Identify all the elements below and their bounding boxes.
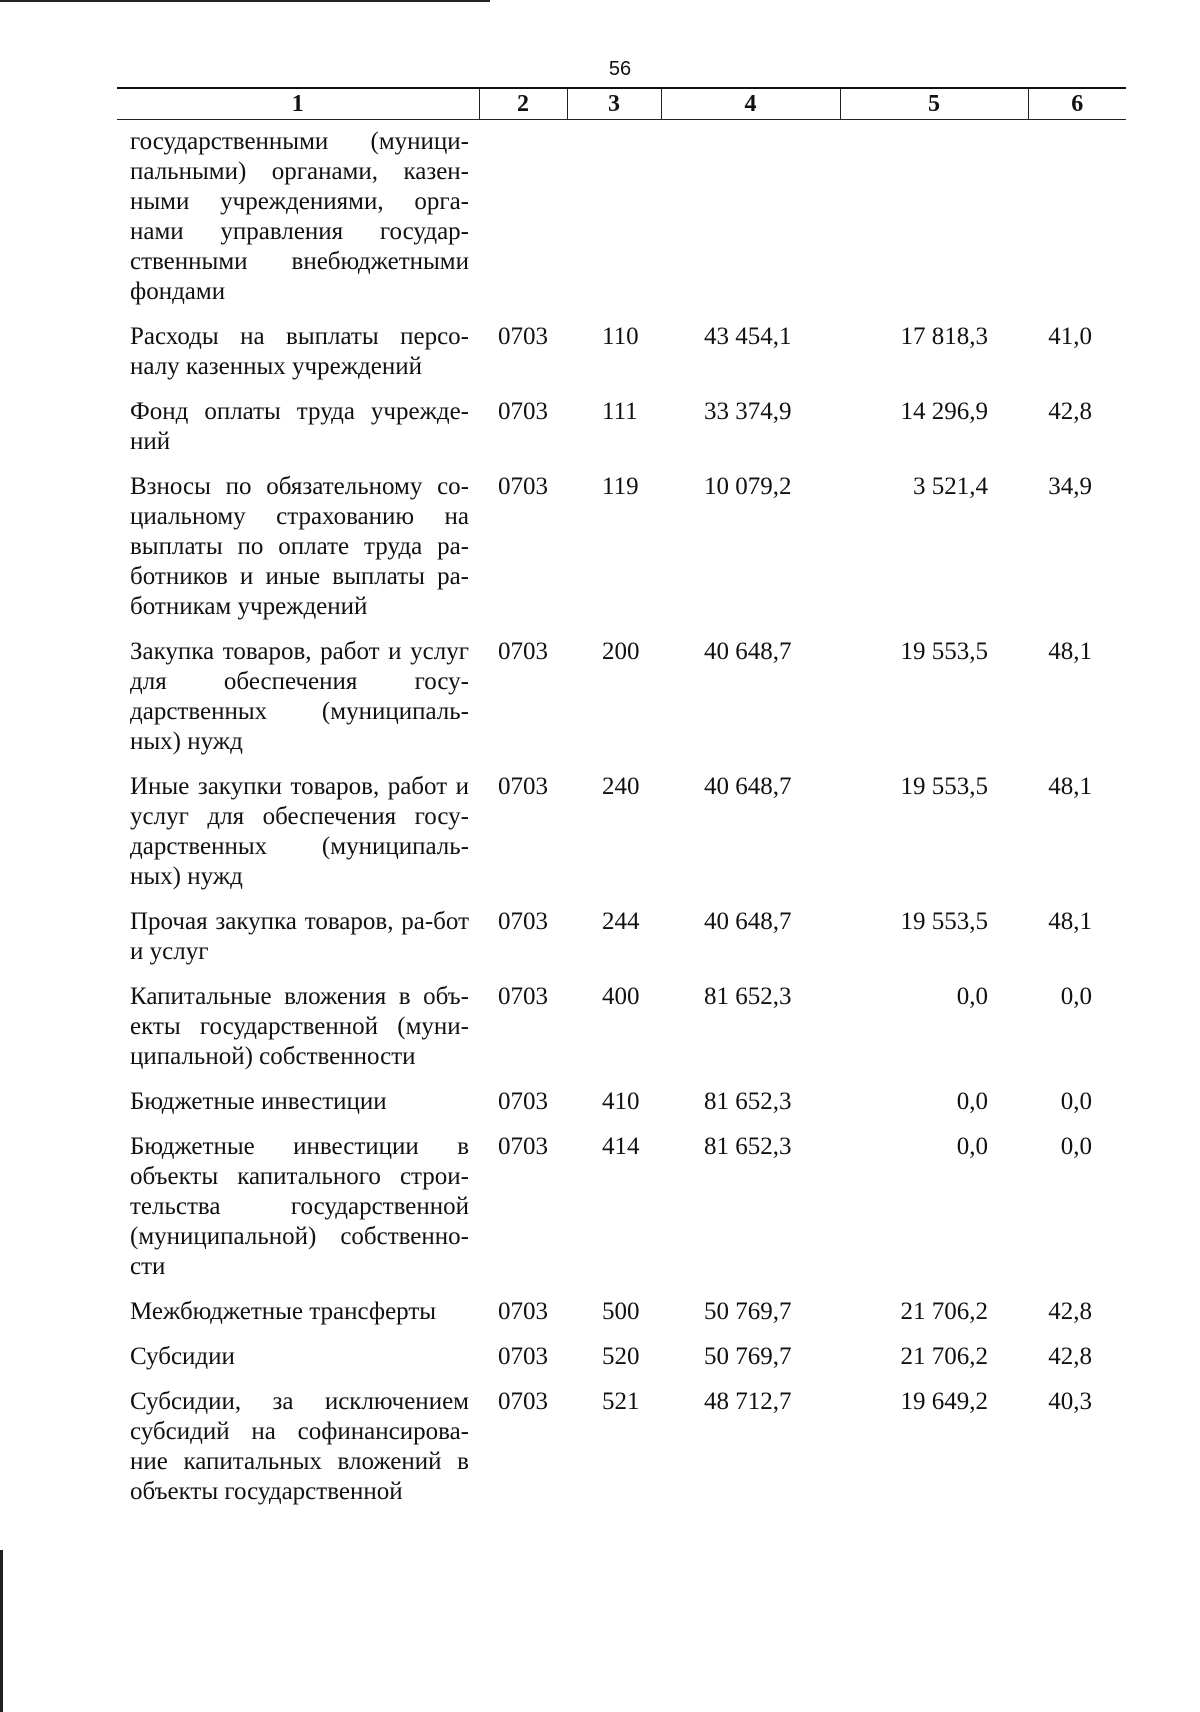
table-row [117, 637, 1126, 772]
execution-percent: 40,3 [1048, 1388, 1092, 1415]
section-code: 0703 [498, 323, 548, 350]
expense-type-code: 111 [602, 398, 638, 425]
table-row [117, 907, 1126, 982]
budget-table [117, 87, 1126, 1522]
table-row [117, 397, 1126, 472]
section-code: 0703 [498, 908, 548, 935]
row-description: Субсидии, за исключением субсидий на софинансирова-ние капитальных вложений в объекты государственной [130, 1388, 469, 1505]
table-row [117, 322, 1126, 397]
scan-edge-line [0, 0, 490, 2]
expense-type-code: 520 [602, 1343, 640, 1370]
section-code: 0703 [498, 473, 548, 500]
executed-amount: 21 706,2 [900, 1343, 988, 1370]
planned-amount: 43 454,1 [704, 323, 792, 350]
expense-type-code: 521 [602, 1388, 640, 1415]
execution-percent: 34,9 [1048, 473, 1092, 500]
section-code: 0703 [498, 1088, 548, 1115]
table-row [117, 982, 1126, 1087]
expense-type-code: 400 [602, 983, 640, 1010]
executed-amount: 19 553,5 [900, 638, 988, 665]
execution-percent: 42,8 [1048, 1343, 1092, 1370]
column-header-5: 5 [840, 88, 1028, 120]
column-header-1: 1 [117, 88, 479, 120]
execution-percent [1028, 120, 1126, 323]
row-description: Закупка товаров, работ и услуг для обеспечения госу-дарственных (муниципаль-ных) нужд [130, 638, 469, 755]
column-header-6: 6 [1028, 88, 1126, 120]
planned-amount: 81 652,3 [704, 1133, 792, 1160]
section-code: 0703 [498, 1133, 548, 1160]
execution-percent: 0,0 [1060, 1088, 1092, 1115]
executed-amount: 19 553,5 [900, 773, 988, 800]
executed-amount: 14 296,9 [900, 398, 988, 425]
table-row [117, 472, 1126, 637]
column-header-2: 2 [479, 88, 567, 120]
planned-amount: 10 079,2 [704, 473, 792, 500]
row-description: Бюджетные инвестиции [130, 1088, 387, 1115]
expense-type-code: 110 [602, 323, 639, 350]
row-description: Фонд оплаты труда учрежде-ний [130, 398, 469, 455]
table-row [117, 1342, 1126, 1387]
table-row [117, 1132, 1126, 1297]
expense-type-code: 410 [602, 1088, 640, 1115]
execution-percent: 42,8 [1048, 1298, 1092, 1325]
planned-amount: 50 769,7 [704, 1298, 792, 1325]
table-row [117, 1087, 1126, 1132]
section-code: 0703 [498, 398, 548, 425]
planned-amount: 81 652,3 [704, 1088, 792, 1115]
row-description: Капитальные вложения в объ-екты государственной (муни-ципальной) собственности [130, 983, 469, 1070]
execution-percent: 0,0 [1060, 1133, 1092, 1160]
table-row [117, 1297, 1126, 1342]
section-code: 0703 [498, 1298, 548, 1325]
planned-amount: 40 648,7 [704, 908, 792, 935]
planned-amount: 81 652,3 [704, 983, 792, 1010]
execution-percent: 42,8 [1048, 398, 1092, 425]
table-body [117, 120, 1126, 1523]
table-header-row [117, 88, 1126, 120]
executed-amount [840, 120, 1028, 323]
execution-percent: 48,1 [1048, 638, 1092, 665]
execution-percent: 48,1 [1048, 908, 1092, 935]
expense-type-code [567, 120, 661, 323]
planned-amount: 40 648,7 [704, 638, 792, 665]
row-description: Взносы по обязательному со-циальному страхованию на выплаты по оплате труда ра-ботников и иные выплаты ра-ботникам учреждений [130, 473, 469, 620]
expense-type-code: 200 [602, 638, 640, 665]
planned-amount: 40 648,7 [704, 773, 792, 800]
expense-type-code: 240 [602, 773, 640, 800]
page-number: 56 [608, 58, 632, 80]
section-code: 0703 [498, 983, 548, 1010]
table-row [117, 772, 1126, 907]
section-code: 0703 [498, 638, 548, 665]
executed-amount: 0,0 [956, 1088, 988, 1115]
planned-amount: 48 712,7 [704, 1388, 792, 1415]
executed-amount: 0,0 [956, 983, 988, 1010]
section-code [479, 120, 567, 323]
executed-amount: 0,0 [956, 1133, 988, 1160]
section-code: 0703 [498, 1388, 548, 1415]
section-code: 0703 [498, 1343, 548, 1370]
row-description: Субсидии [130, 1343, 235, 1370]
scan-margin-bar [0, 1550, 3, 1712]
execution-percent: 41,0 [1048, 323, 1092, 350]
table-row [117, 1387, 1126, 1522]
expense-type-code: 414 [602, 1133, 640, 1160]
execution-percent: 48,1 [1048, 773, 1092, 800]
executed-amount: 19 649,2 [900, 1388, 988, 1415]
row-description: Бюджетные инвестиции в объекты капитального строи-тельства государственной (муниципальной) собственно-сти [130, 1133, 469, 1280]
column-header-4: 4 [661, 88, 840, 120]
row-description: Прочая закупка товаров, ра-бот и услуг [130, 908, 469, 965]
executed-amount: 21 706,2 [900, 1298, 988, 1325]
row-description: Расходы на выплаты персо-налу казенных учреждений [130, 323, 469, 380]
table-row [117, 120, 1126, 323]
executed-amount: 17 818,3 [900, 323, 988, 350]
planned-amount: 33 374,9 [704, 398, 792, 425]
column-header-3: 3 [567, 88, 661, 120]
planned-amount: 50 769,7 [704, 1343, 792, 1370]
expense-type-code: 119 [602, 473, 639, 500]
expense-type-code: 244 [602, 908, 640, 935]
execution-percent: 0,0 [1060, 983, 1092, 1010]
row-description: государственными (муници-пальными) органами, казен-ными учреждениями, орга-нами управления государ-ственными внебюджетными фондами [130, 128, 469, 305]
executed-amount: 19 553,5 [900, 908, 988, 935]
executed-amount: 3 521,4 [913, 473, 988, 500]
section-code: 0703 [498, 773, 548, 800]
row-description: Иные закупки товаров, работ и услуг для обеспечения госу-дарственных (муниципаль-ных) нужд [130, 773, 469, 890]
expense-type-code: 500 [602, 1298, 640, 1325]
row-description: Межбюджетные трансферты [130, 1298, 437, 1325]
planned-amount [661, 120, 840, 323]
